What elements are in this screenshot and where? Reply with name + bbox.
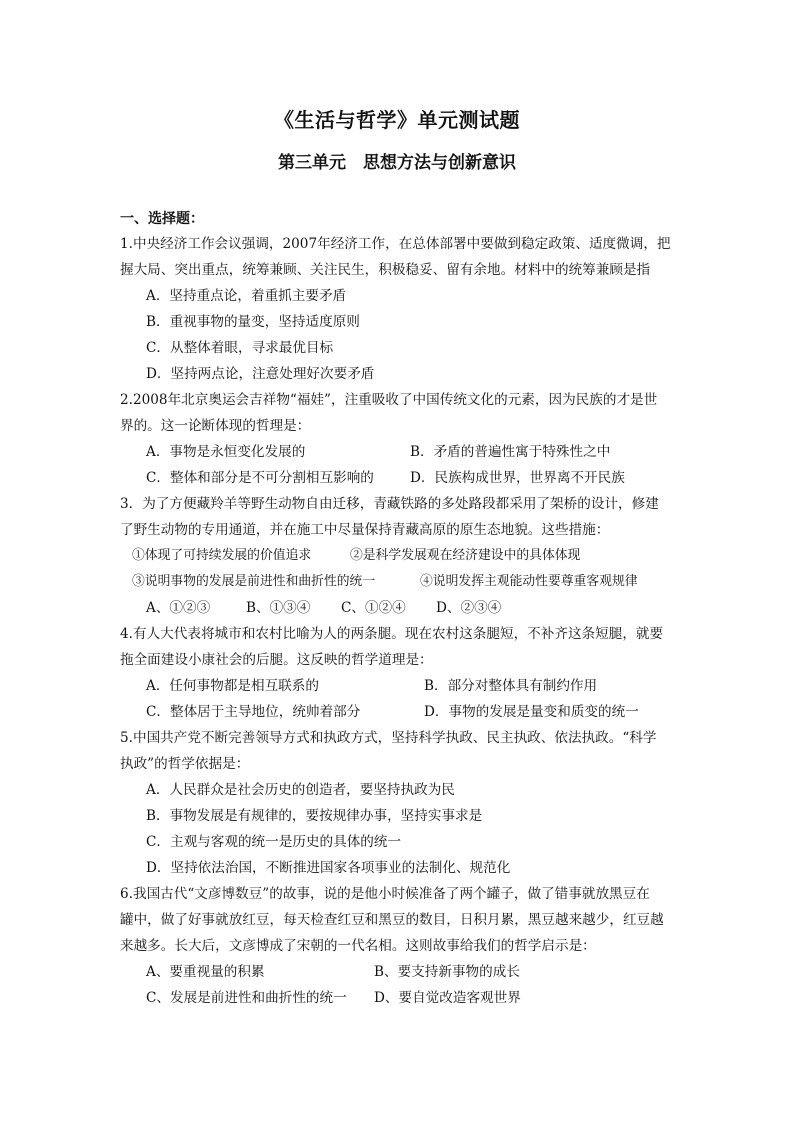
q1-option-d: D．坚持两点论，注意处理好次要矛盾 bbox=[146, 366, 375, 382]
q1-stem-line2: 握大局、突出重点，统筹兼顾、关注民生，积极稳妥、留有余地。材料中的统筹兼顾是指 bbox=[120, 262, 651, 278]
q5-option-c: C．主观与客观的统一是历史的具体的统一 bbox=[146, 834, 402, 850]
q2-option-d: D．民族构成世界，世界离不开民族 bbox=[410, 470, 625, 486]
q5-option-a: A．人民群众是社会历史的创造者，要坚持执政为民 bbox=[146, 782, 455, 798]
q2-option-c: C．整体和部分是不可分割相互影响的 bbox=[146, 470, 374, 486]
page-title: 《生活与哲学》单元测试题 bbox=[274, 108, 520, 132]
q3-option-a: A、①②③ bbox=[146, 600, 211, 616]
q6-option-a: A、要重视量的积累 bbox=[146, 964, 265, 980]
q1-option-a: A．坚持重点论，着重抓主要矛盾 bbox=[146, 288, 347, 304]
q2-option-b: B．矛盾的普遍性寓于特殊性之中 bbox=[410, 444, 611, 460]
q4-stem-line1: 4.有人大代表将城市和农村比喻为人的两条腿。现在农村这条腿短，不补齐这条短腿，就要 bbox=[120, 626, 664, 642]
section-heading: 一、选择题： bbox=[120, 211, 204, 227]
q4-option-b: B．部分对整体具有制约作用 bbox=[424, 678, 598, 694]
q4-option-a: A．任何事物都是相互联系的 bbox=[146, 678, 319, 694]
q3-statement-3: ③说明事物的发展是前进性和曲折性的统一 bbox=[132, 574, 376, 589]
q5-option-d: D．坚持依法治国，不断推进国家各项事业的法制化、规范化 bbox=[146, 860, 511, 876]
q3-statement-1: ①体现了可持续发展的价值追求 bbox=[132, 548, 312, 563]
q1-option-c: C．从整体着眼，寻求最优目标 bbox=[146, 340, 334, 356]
q6-stem-line1: 6.我国古代“文彦博数豆”的故事，说的是他小时候准备了两个罐子，做了错事就放黑豆在 bbox=[120, 886, 650, 902]
q3-option-b: B、①③④ bbox=[246, 600, 311, 616]
q2-option-a: A．事物是永恒变化发展的 bbox=[146, 444, 306, 460]
q6-option-b: B、要支持新事物的成长 bbox=[374, 964, 520, 980]
q2-stem-line2: 界的。这一论断体现的哲理是： bbox=[120, 418, 311, 434]
q1-option-b: B．重视事物的量变，坚持适度原则 bbox=[146, 314, 360, 330]
q3-stem-line2: 了野生动物的专用通道，并在施工中尽量保持青藏高原的原生态地貌。这些措施： bbox=[120, 522, 610, 538]
q5-stem-line2: 执政”的哲学依据是： bbox=[120, 756, 250, 772]
q6-option-c: C、发展是前进性和曲折性的统一 bbox=[146, 990, 347, 1006]
q4-stem-line2: 拖全面建设小康社会的后腿。这反映的哲学道理是： bbox=[120, 652, 433, 668]
q6-stem-line3: 来越多。长大后，文彦博成了宋朝的一代名相。这则故事给我们的哲学启示是： bbox=[120, 938, 596, 954]
q3-statement-4: ④说明发挥主观能动性要尊重客观规律 bbox=[420, 574, 638, 589]
q3-option-c: C、①②④ bbox=[341, 600, 406, 616]
q4-option-c: C．整体居于主导地位，统帅着部分 bbox=[146, 704, 361, 720]
q3-stem-line1: 3．为了方便藏羚羊等野生动物自由迁移，青藏铁路的多处路段都采用了架桥的设计，修建 bbox=[120, 496, 659, 512]
q5-option-b: B．事物发展是有规律的，要按规律办事，坚持实事求是 bbox=[146, 808, 483, 824]
q6-option-d: D、要自觉改造客观世界 bbox=[374, 990, 521, 1006]
q1-stem-line1: 1.中央经济工作会议强调，2007年经济工作，在总体部署中要做到稳定政策、适度微调，把 bbox=[120, 236, 671, 252]
q4-option-d: D．事物的发展是量变和质变的统一 bbox=[424, 704, 639, 720]
q3-option-d: D、②③④ bbox=[436, 600, 502, 616]
page-subtitle: 第三单元 思想方法与创新意识 bbox=[278, 153, 516, 173]
q3-statement-2: ②是科学发展观在经济建设中的具体体现 bbox=[350, 548, 581, 563]
q2-stem-line1: 2.2008年北京奥运会吉祥物“福娃”，注重吸收了中国传统文化的元素，因为民族的才是世 bbox=[120, 392, 658, 408]
q5-stem-line1: 5.中国共产党不断完善领导方式和执政方式，坚持科学执政、民主执政、依法执政。“科学 bbox=[120, 730, 657, 746]
q6-stem-line2: 罐中，做了好事就放红豆，每天检查红豆和黑豆的数目，日积月累，黑豆越来越少，红豆越 bbox=[120, 912, 664, 928]
